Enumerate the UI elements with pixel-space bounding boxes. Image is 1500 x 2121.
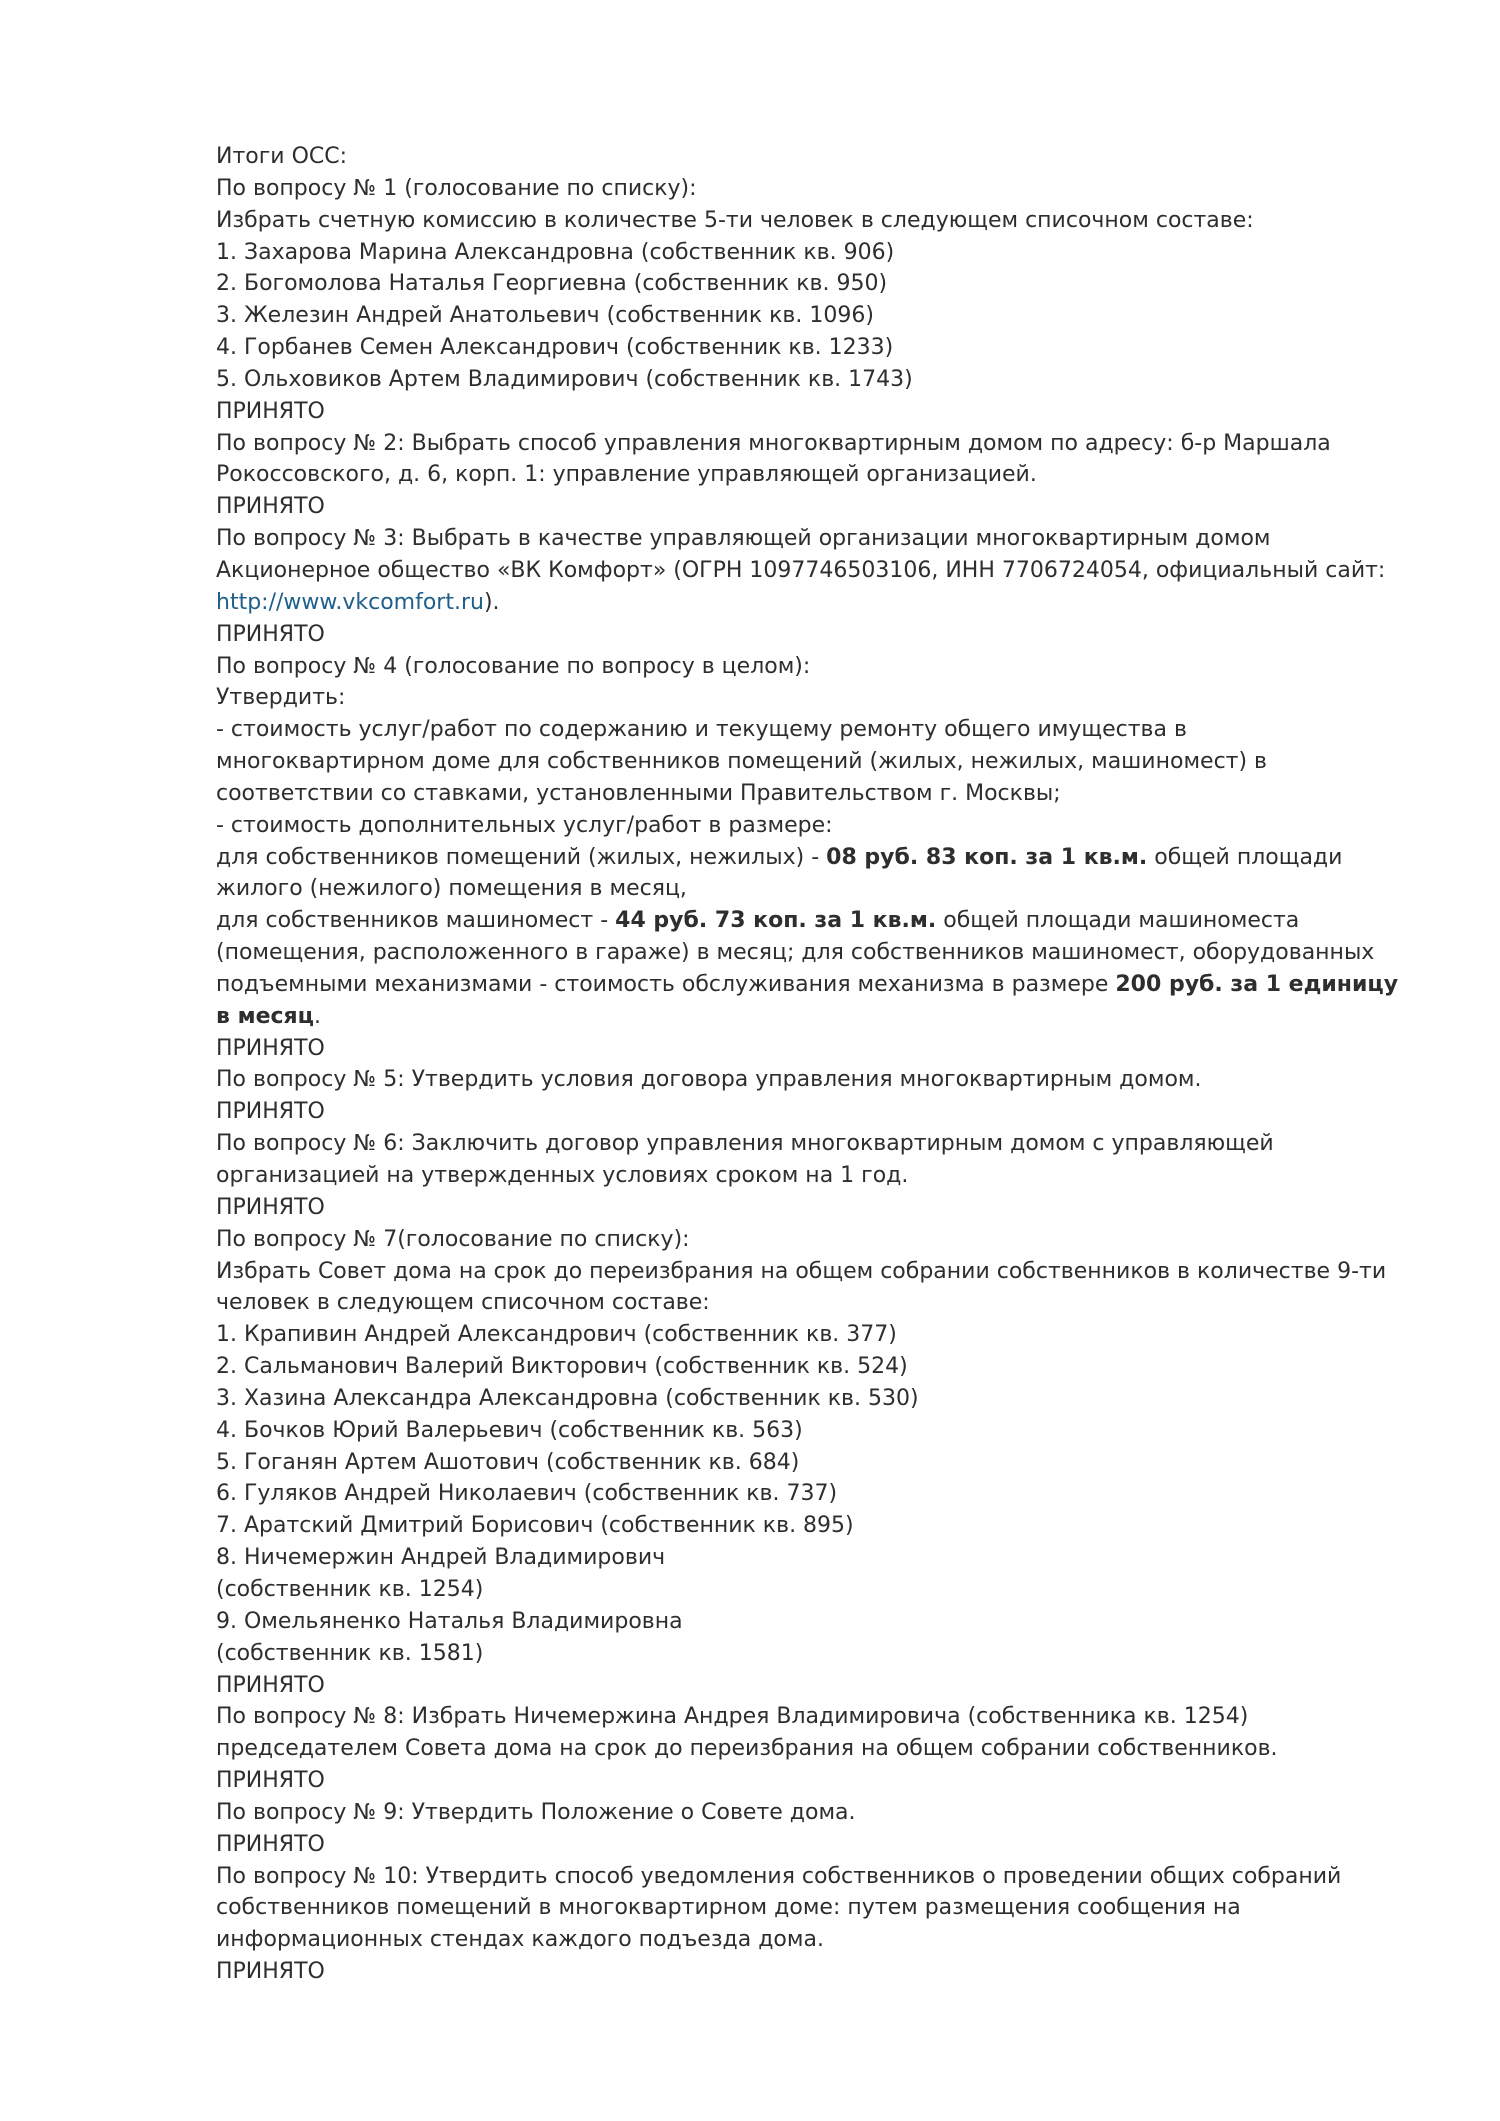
result-line xyxy=(216,1765,1398,1797)
text-segment: 5. Гоганян Артем Ашотович (собственник кв. 684) xyxy=(216,1449,800,1475)
text-segment: ПРИНЯТО xyxy=(216,1099,325,1125)
text-segment: общей площади xyxy=(1147,844,1343,870)
list-item-line xyxy=(216,1319,1398,1351)
list-item-line xyxy=(216,237,1398,269)
text-segment: ПРИНЯТО xyxy=(216,621,325,647)
text-segment: Акционерное общество «ВК Комфорт» (ОГРН 1097746503106, ИНН 7706724054, официальный сайт: xyxy=(216,557,1386,583)
text-segment: соответствии со ставками, установленными Правительством г. Москвы; xyxy=(216,780,1061,806)
result-line xyxy=(216,396,1398,428)
list-item-line xyxy=(216,1447,1398,1479)
text-segment: ). xyxy=(483,589,500,615)
text-line xyxy=(216,555,1398,587)
text-segment: 3. Железин Андрей Анатольевич (собственник кв. 1096) xyxy=(216,303,874,329)
text-segment: ПРИНЯТО xyxy=(216,1831,325,1857)
text-segment: ПРИНЯТО xyxy=(216,1194,325,1220)
list-item-line xyxy=(216,332,1398,364)
text-segment: председателем Совета дома на срок до переизбрания на общем собрании собственников. xyxy=(216,1736,1278,1762)
text-line xyxy=(216,937,1398,969)
list-item-line xyxy=(216,364,1398,396)
text-line xyxy=(216,459,1398,491)
list-item-line xyxy=(216,1383,1398,1415)
text-segment: человек в следующем списочном составе: xyxy=(216,1290,710,1316)
result-line xyxy=(216,1033,1398,1065)
text-segment: 1. Захарова Марина Александровна (собственник кв. 906) xyxy=(216,239,895,265)
text-segment: 9. Омельяненко Наталья Владимировна xyxy=(216,1608,683,1634)
list-item-line xyxy=(216,300,1398,332)
website-link[interactable]: http://www.vkcomfort.ru xyxy=(216,589,484,615)
result-line xyxy=(216,1096,1398,1128)
question-line xyxy=(216,1128,1398,1160)
result-line xyxy=(216,1956,1398,1988)
text-segment: организацией на утвержденных условиях сроком на 1 год. xyxy=(216,1163,909,1188)
text-segment: многоквартирном доме для собственников помещений (жилых, нежилых, машиномест) в xyxy=(216,749,1268,775)
text-segment: (собственник кв. 1254) xyxy=(216,1576,484,1602)
text-line xyxy=(216,1160,1398,1192)
bold-text: 08 руб. 83 коп. за 1 кв.м. xyxy=(826,844,1148,870)
list-item-line xyxy=(216,1510,1398,1542)
text-segment: Рокоссовского, д. 6, корп. 1: управление управляющей организацией. xyxy=(216,462,1037,488)
text-segment: По вопросу № 9: Утвердить Положение о Совете дома. xyxy=(216,1799,856,1825)
list-item-line xyxy=(216,1415,1398,1447)
text-line xyxy=(216,842,1398,874)
text-segment: 2. Сальманович Валерий Викторович (собственник кв. 524) xyxy=(216,1354,908,1380)
text-segment: жилого (нежилого) помещения в месяц, xyxy=(216,876,687,902)
text-segment: По вопросу № 1 (голосование по списку): xyxy=(216,175,697,201)
text-segment: Итоги ОСС: xyxy=(216,144,348,169)
list-item-line xyxy=(216,268,1398,300)
result-line xyxy=(216,619,1398,651)
text-line xyxy=(216,1001,1398,1033)
text-line xyxy=(216,1892,1398,1924)
text-line xyxy=(216,682,1398,714)
question-line xyxy=(216,651,1398,683)
question-line xyxy=(216,1861,1398,1893)
text-line xyxy=(216,810,1398,842)
text-segment: ПРИНЯТО xyxy=(216,398,325,424)
text-line xyxy=(216,1924,1398,1956)
text-segment: По вопросу № 3: Выбрать в качестве управляющей организации многоквартирным домом xyxy=(216,526,1271,552)
text-segment: информационных стендах каждого подъезда дома. xyxy=(216,1927,824,1953)
text-segment: 2. Богомолова Наталья Георгиевна (собственник кв. 950) xyxy=(216,271,888,297)
question-line xyxy=(216,173,1398,205)
bold-text: 44 руб. 73 коп. за 1 кв.м. xyxy=(615,908,937,934)
text-segment: (собственник кв. 1581) xyxy=(216,1640,484,1666)
list-item-line xyxy=(216,1478,1398,1510)
text-line xyxy=(216,778,1398,810)
text-segment: По вопросу № 6: Заключить договор управления многоквартирным домом с управляющей xyxy=(216,1131,1274,1157)
text-segment: 3. Хазина Александра Александровна (собственник кв. 530) xyxy=(216,1385,919,1411)
result-line xyxy=(216,1829,1398,1861)
text-segment: ПРИНЯТО xyxy=(216,1035,325,1061)
heading-line xyxy=(216,141,1398,173)
text-line xyxy=(216,746,1398,778)
text-line xyxy=(216,1733,1398,1765)
text-segment: собственников помещений в многоквартирном доме: путем размещения сообщения на xyxy=(216,1895,1241,1921)
text-segment: для собственников машиномест - xyxy=(216,908,616,934)
list-item-line xyxy=(216,1574,1398,1606)
question-line xyxy=(216,523,1398,555)
text-segment: 4. Горбанев Семен Александрович (собственник кв. 1233) xyxy=(216,335,894,361)
bold-text: в месяц xyxy=(216,1003,314,1029)
text-line xyxy=(216,1287,1398,1319)
text-segment: По вопросу № 7(голосование по списку): xyxy=(216,1226,690,1252)
text-segment: для собственников помещений (жилых, нежилых) - xyxy=(216,844,827,870)
question-line xyxy=(216,1797,1398,1829)
document-body xyxy=(216,141,1398,1988)
list-item-line xyxy=(216,1542,1398,1574)
text-segment: 7. Аратский Дмитрий Борисович (собственник кв. 895) xyxy=(216,1513,854,1539)
text-segment: Утвердить: xyxy=(216,685,346,711)
bold-text: 200 руб. за 1 единицу xyxy=(1115,971,1399,997)
question-line xyxy=(216,428,1398,460)
list-item-line xyxy=(216,1351,1398,1383)
text-line xyxy=(216,1256,1398,1288)
text-line xyxy=(216,587,1398,619)
text-segment: По вопросу № 4 (голосование по вопросу в целом): xyxy=(216,653,811,679)
question-line xyxy=(216,1224,1398,1256)
text-segment: По вопросу № 8: Избрать Ничемержина Андрея Владимировича (собственника кв. 1254) xyxy=(216,1704,1249,1730)
result-line xyxy=(216,1670,1398,1702)
result-line xyxy=(216,1192,1398,1224)
text-segment: Избрать Совет дома на срок до переизбрания на общем собрании собственников в количестве 9-ти xyxy=(216,1258,1387,1284)
text-segment: По вопросу № 10: Утвердить способ уведомления собственников о проведении общих собраний xyxy=(216,1863,1342,1889)
text-segment: Избрать счетную комиссию в количестве 5-ти человек в следующем списочном составе: xyxy=(216,207,1254,233)
text-segment: 5. Ольховиков Артем Владимирович (собственник кв. 1743) xyxy=(216,366,913,392)
result-line xyxy=(216,491,1398,523)
text-segment: 6. Гуляков Андрей Николаевич (собственник кв. 737) xyxy=(216,1481,838,1507)
question-line xyxy=(216,1701,1398,1733)
text-segment: ПРИНЯТО xyxy=(216,494,325,520)
text-segment: 1. Крапивин Андрей Александрович (собственник кв. 377) xyxy=(216,1322,897,1348)
text-segment: - стоимость услуг/работ по содержанию и текущему ремонту общего имущества в xyxy=(216,717,1187,743)
text-segment: . xyxy=(313,1003,321,1029)
list-item-line xyxy=(216,1638,1398,1670)
text-segment: ПРИНЯТО xyxy=(216,1959,325,1985)
text-segment: ПРИНЯТО xyxy=(216,1672,325,1698)
text-line xyxy=(216,969,1398,1001)
text-segment: 4. Бочков Юрий Валерьевич (собственник кв. 563) xyxy=(216,1417,803,1443)
text-segment: подъемными механизмами - стоимость обслуживания механизма в размере xyxy=(216,971,1116,997)
text-line xyxy=(216,714,1398,746)
text-line xyxy=(216,205,1398,237)
text-line xyxy=(216,873,1398,905)
text-segment: общей площади машиноместа xyxy=(936,908,1300,934)
text-line xyxy=(216,905,1398,937)
text-segment: 8. Ничемержин Андрей Владимирович xyxy=(216,1545,666,1571)
question-line xyxy=(216,1064,1398,1096)
text-segment: По вопросу № 5: Утвердить условия договора управления многоквартирным домом. xyxy=(216,1067,1202,1093)
text-segment: По вопросу № 2: Выбрать способ управления многоквартирным домом по адресу: б-р Маршала xyxy=(216,430,1331,456)
text-segment: (помещения, расположенного в гараже) в месяц; для собственников машиномест, оборудованных xyxy=(216,940,1375,966)
list-item-line xyxy=(216,1606,1398,1638)
text-segment: ПРИНЯТО xyxy=(216,1768,325,1794)
text-segment: - стоимость дополнительных услуг/работ в размере: xyxy=(216,812,833,838)
